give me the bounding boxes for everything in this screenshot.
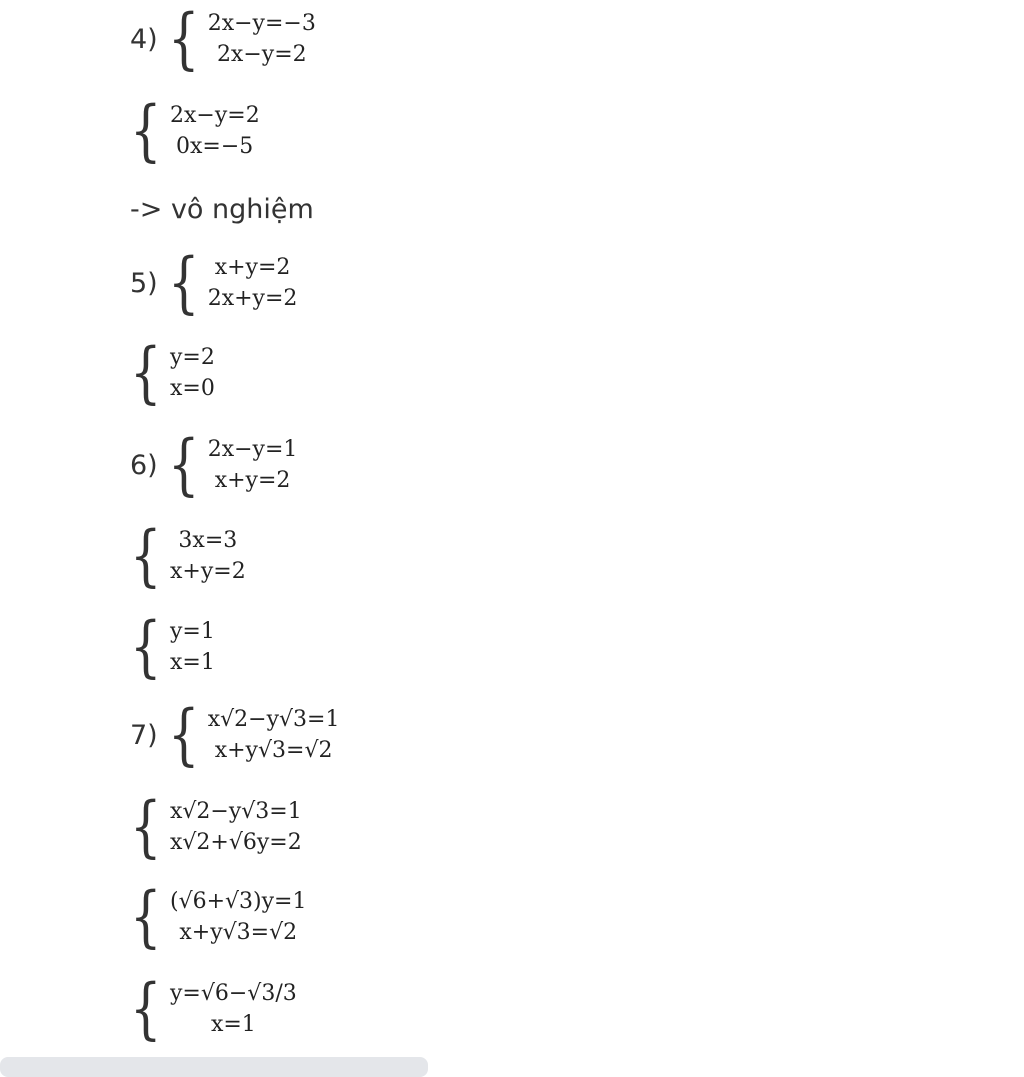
equation-stack <box>170 525 246 587</box>
equation: x+y√3=√2 <box>214 738 333 763</box>
equation-stack <box>170 978 297 1040</box>
equation: 2x+y=2 <box>207 286 298 311</box>
system-6-problem <box>130 426 298 503</box>
system-6-step-1 <box>130 517 246 594</box>
equation: x+y=2 <box>214 468 291 493</box>
equation: y=√6−√3/3 <box>170 981 297 1006</box>
system-5-step <box>130 334 215 411</box>
left-brace: { <box>167 696 200 773</box>
left-brace: { <box>130 608 162 685</box>
equation-stack <box>208 434 298 496</box>
equation: 2x−y=2 <box>216 42 307 67</box>
left-brace: { <box>167 244 200 321</box>
bottom-panel-edge <box>0 1057 428 1077</box>
left-brace: { <box>130 92 162 169</box>
left-brace: { <box>167 0 200 77</box>
equation: y=1 <box>170 619 215 644</box>
system-4-problem <box>130 0 316 77</box>
equation: x+y=2 <box>170 559 246 584</box>
left-brace: { <box>130 517 162 594</box>
equation: 0x=−5 <box>176 134 254 159</box>
equation: x+y=2 <box>214 255 291 280</box>
equation: y=2 <box>170 345 215 370</box>
left-brace: { <box>130 970 162 1047</box>
no-solution-note: -> vô nghiệm <box>130 194 314 225</box>
equation: x=1 <box>170 650 215 675</box>
problem-number: 4) <box>130 23 158 55</box>
left-brace: { <box>130 878 162 955</box>
equation: x=0 <box>170 376 215 401</box>
system-6-step-2 <box>130 608 215 685</box>
equation: 3x=3 <box>178 528 238 553</box>
equation-stack <box>208 8 316 70</box>
system-5-problem <box>130 244 298 321</box>
equation-stack <box>170 616 215 678</box>
equation: x√2+√6y=2 <box>170 830 302 855</box>
equation: x√2−y√3=1 <box>170 799 302 824</box>
equation-stack <box>170 796 302 858</box>
equation-stack <box>170 100 260 162</box>
equation: x=1 <box>210 1012 256 1037</box>
equation: x√2−y√3=1 <box>207 707 340 732</box>
problem-number: 7) <box>130 719 158 751</box>
equation-stack <box>170 342 215 404</box>
left-brace: { <box>130 788 162 865</box>
equation: 2x−y=1 <box>207 437 298 462</box>
equation: x+y√3=√2 <box>179 920 298 945</box>
problem-number: 5) <box>130 267 158 299</box>
equation: (√6+√3)y=1 <box>170 889 307 914</box>
system-7-result <box>130 970 297 1047</box>
equation-stack <box>208 252 298 314</box>
system-7-step-2 <box>130 878 307 955</box>
problem-number: 6) <box>130 449 158 481</box>
equation-stack <box>208 704 340 766</box>
left-brace: { <box>130 334 162 411</box>
equation-stack <box>170 886 307 948</box>
system-7-step-1 <box>130 788 302 865</box>
equation: 2x−y=−3 <box>207 11 316 36</box>
system-7-problem <box>130 696 340 773</box>
left-brace: { <box>167 426 200 503</box>
equation: 2x−y=2 <box>170 103 260 128</box>
system-4-step <box>130 92 260 169</box>
